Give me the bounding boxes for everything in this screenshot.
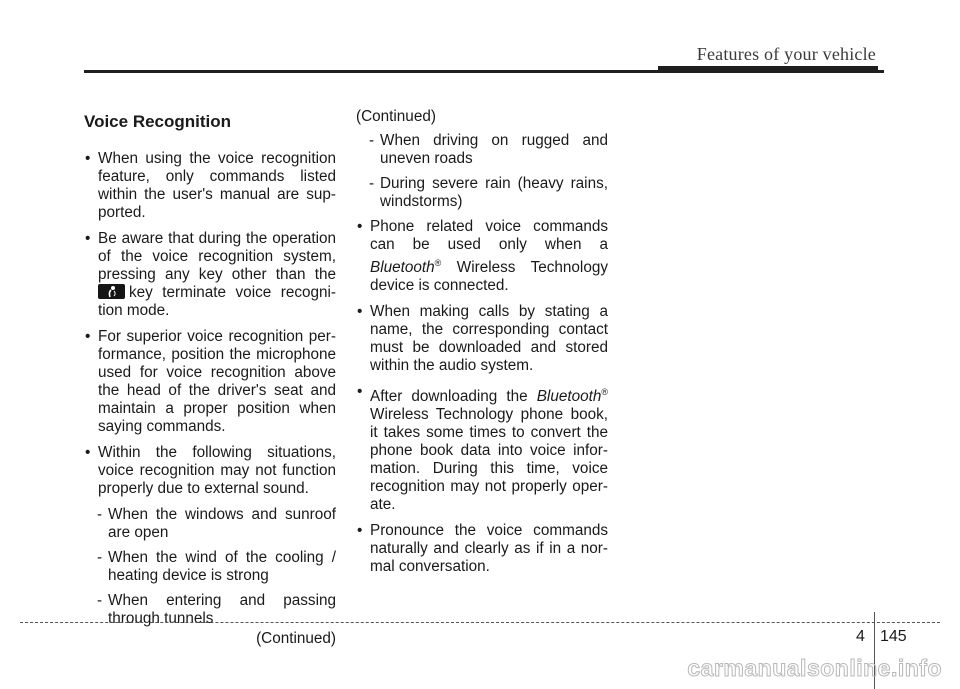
sub-item-text: When the wind of the cooling / heating device is strong xyxy=(108,549,336,584)
bullet-item xyxy=(356,522,608,576)
bluetooth-brand: Bluetooth xyxy=(370,259,435,277)
sub-dash: - xyxy=(369,175,375,192)
sub-item xyxy=(356,175,608,211)
sub-dash: - xyxy=(97,592,103,609)
right-column xyxy=(356,108,608,584)
section-title: Voice Recognition xyxy=(84,112,232,131)
sub-item-text: When entering and passing through tunnels xyxy=(108,592,336,627)
bullet-item xyxy=(84,230,336,320)
bullet-text: Be aware that during the operation of the voice recognition system, pressing any key other than the xyxy=(98,230,336,283)
bullet-dot: • xyxy=(357,218,363,235)
bullet-text: Phone related voice commands can be used only when a xyxy=(370,218,608,253)
bullet-item xyxy=(84,444,336,498)
chapter-number: 4 xyxy=(856,628,865,645)
bullet-dot: • xyxy=(85,444,91,461)
bullet-dot: • xyxy=(85,328,91,345)
sub-item-text: During severe rain (heavy rains, windstorms) xyxy=(380,175,608,210)
bullet-dot: • xyxy=(357,303,363,321)
bullet-text: After downloading the xyxy=(370,388,528,406)
bullet-dot: • xyxy=(357,522,363,540)
sub-item xyxy=(356,132,608,168)
bullet-text-continued: Wireless Technology phone book, it takes some times to convert the phone book data into voice infor-mation. During this time, voice recognition may not properly oper-ate. xyxy=(370,406,608,514)
header-rule-accent xyxy=(658,66,878,73)
sub-dash: - xyxy=(97,506,103,523)
bullet-item xyxy=(356,218,608,295)
bluetooth-brand: Bluetooth xyxy=(536,388,602,406)
sub-item xyxy=(84,506,336,542)
continued-label: (Continued) xyxy=(356,108,436,125)
bullet-item xyxy=(84,150,336,222)
bullet-item xyxy=(84,328,336,436)
bullet-text: When making calls by stating a name, the corresponding contact must be downloaded and stored within the audio system. xyxy=(370,303,608,375)
bullet-dot: • xyxy=(357,383,363,401)
voice-key-icon xyxy=(98,284,125,299)
left-column xyxy=(84,110,336,648)
bullet-text-continued: key terminate voice recogni-tion mode. xyxy=(98,284,336,319)
bullet-dot: • xyxy=(85,150,91,167)
bullet-text: Within the following situations, voice recognition may not function properly due to external sound. xyxy=(98,444,336,497)
continued-label: (Continued) xyxy=(256,630,336,647)
bullet-text-continued: Wireless Technology device is connected. xyxy=(370,259,608,295)
bullet-text: Pronounce the voice commands naturally and clearly as if in a nor-mal conversation. xyxy=(370,522,608,576)
sub-item xyxy=(84,549,336,585)
sub-dash: - xyxy=(97,549,103,566)
footer-rule xyxy=(20,622,940,623)
header-title: Features of your vehicle xyxy=(696,44,876,64)
watermark: carmanualsonline.info xyxy=(687,655,942,681)
page-number: 145 xyxy=(880,628,907,645)
bullet-text: For superior voice recognition per-formance, position the microphone used for voice recognition above the head of the driver's seat and maintain a proper position when saying commands. xyxy=(98,328,336,435)
sub-dash: - xyxy=(369,132,375,149)
bullet-dot: • xyxy=(85,230,91,247)
bullet-item xyxy=(356,383,608,514)
bullet-item xyxy=(356,303,608,375)
sub-item-text: When driving on rugged and uneven roads xyxy=(380,132,608,167)
bullet-text: When using the voice recognition feature, only commands listed within the user's manual are sup-ported. xyxy=(98,150,336,221)
registered-mark: ® xyxy=(434,258,442,268)
registered-mark: ® xyxy=(601,387,608,398)
sub-item-text: When the windows and sunroof are open xyxy=(108,506,336,541)
